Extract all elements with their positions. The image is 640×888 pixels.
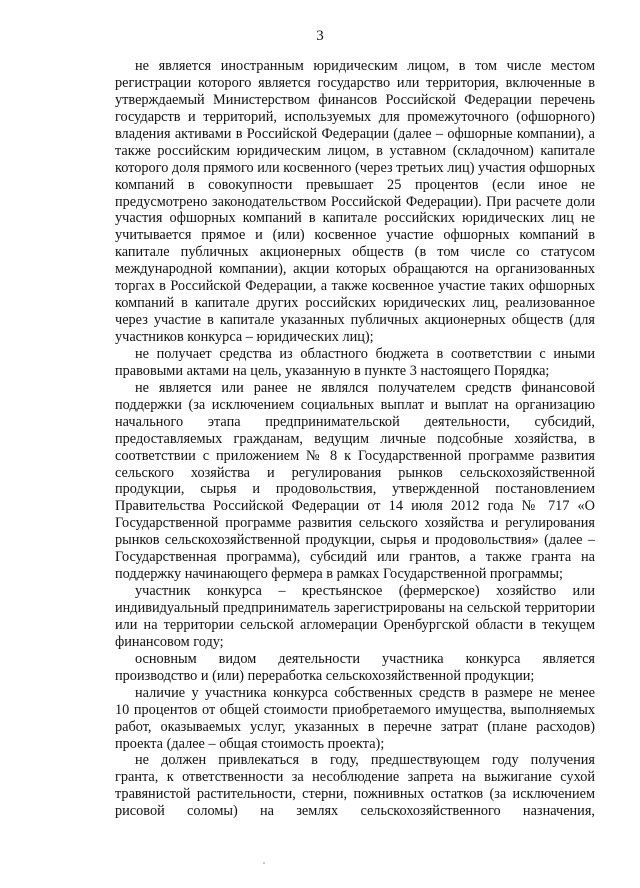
text-line: 10 процентов от общей стоимости приобретаемого имущества, выполняемых bbox=[115, 701, 595, 718]
text-line: начального этапа предпринимательской деятельности, субсидий, bbox=[115, 413, 595, 430]
text-line: также российским юридическим лицом, в уставном (складочном) капитале bbox=[115, 142, 595, 159]
paragraph-first-line: участник конкурса – крестьянское (фермерское) хозяйство или bbox=[135, 583, 595, 600]
text-line: производство и (или) переработка сельскохозяйственной продукции; bbox=[115, 667, 535, 684]
text-line: Государственная программа), субсидий или грантов, а также гранта на bbox=[115, 549, 595, 566]
text-line: учитывается прямое и (или) косвенное участие офшорных компаний в bbox=[115, 227, 595, 244]
paragraph-first-line: наличие у участника конкурса собственных средств в размере не менее bbox=[135, 684, 595, 701]
text-line: международной компании), акции которых обращаются на организованных bbox=[115, 261, 595, 278]
text-line: государств и территорий, используемых для промежуточного (офшорного) bbox=[115, 108, 595, 125]
text-line: через участие в капитале указанных публичных акционерных обществ (для bbox=[115, 312, 595, 329]
text-line: поддержки (за исключением социальных выплат и выплат на организацию bbox=[115, 396, 595, 413]
scan-speck bbox=[263, 862, 265, 864]
text-line: торгах в Российской Федерации, а также косвенное участие таких офшорных bbox=[115, 278, 595, 295]
text-line: Государственной программе развития сельского хозяйства и регулирования bbox=[115, 515, 595, 532]
document-body bbox=[115, 58, 595, 820]
text-line: компаний в капитале других российских юридических лиц, реализованное bbox=[115, 295, 595, 312]
text-line: предоставляемых гражданам, ведущим личные подсобные хозяйства, в bbox=[115, 430, 595, 447]
text-line: регистрации которого является государство или территория, включенные в bbox=[115, 74, 595, 91]
text-line: предусмотрено законодательством Российской Федерации). При расчете доли bbox=[115, 193, 595, 210]
text-line: компаний в совокупности превышает 25 процентов (если иное не bbox=[115, 176, 595, 193]
paragraph-first-line: не является или ранее не являлся получателем средств финансовой bbox=[135, 379, 595, 396]
text-line: правовыми актами на цель, указанную в пункте 3 настоящего Порядка; bbox=[115, 362, 550, 379]
paragraph-first-line: основным видом деятельности участника конкурса является bbox=[135, 650, 595, 667]
paragraph-first-line: не должен привлекаться в году, предшествующем году получения bbox=[135, 752, 595, 769]
text-line: рынков сельскохозяйственной продукции, сырья и продовольствия» (далее – bbox=[115, 532, 595, 549]
text-line: поддержку начинающего фермера в рамках Государственной программы; bbox=[115, 566, 563, 583]
text-line: индивидуальный предприниматель зарегистрированы на сельской территории bbox=[115, 600, 595, 616]
text-line: рисовой соломы) на землях сельскохозяйственного назначения, bbox=[115, 803, 595, 820]
paragraph-first-line: не получает средства из областного бюджета в соответствии с иными bbox=[135, 345, 595, 362]
text-line: участников конкурса – юридических лиц); bbox=[115, 329, 374, 345]
text-line: владения активами в Российской Федерации (далее – офшорные компании), а bbox=[115, 125, 595, 142]
page-number: 3 bbox=[316, 28, 324, 44]
text-line: участия офшорных компаний в капитале российских юридических лиц не bbox=[115, 210, 595, 227]
text-line: соответствии с приложением № 8 к Государственной программе развития bbox=[115, 447, 595, 464]
text-line: которого доля прямого или косвенного (через третьих лиц) участия офшорных bbox=[115, 159, 596, 176]
text-line: капитале публичных акционерных обществ (в том числе со статусом bbox=[115, 244, 595, 261]
paragraph-first-line: не является иностранным юридическим лицом, в том числе местом bbox=[135, 58, 595, 74]
text-line: финансовом году; bbox=[115, 633, 224, 650]
text-line: утверждаемый Министерством финансов Российской Федерации перечень bbox=[115, 91, 595, 108]
text-line: проекта (далее – общая стоимость проекта); bbox=[115, 735, 385, 752]
text-line: Правительства Российской Федерации от 14 июля 2012 года № 717 «О bbox=[115, 498, 595, 515]
text-line: гранта, к ответственности за несоблюдение запрета на выжигание сухой bbox=[115, 769, 595, 786]
text-line: или на территории сельской агломерации Оренбургской области в текущем bbox=[115, 616, 595, 633]
text-line: работ, оказываемых услуг, указанных в перечне затрат (плане расходов) bbox=[115, 718, 595, 735]
text-line: травянистой растительности, стерни, пожнивных остатков (за исключением bbox=[115, 786, 595, 803]
text-line: сельского хозяйства и регулирования рынков сельскохозяйственной bbox=[115, 464, 595, 481]
text-line: продукции, сырья и продовольствия, утвержденной постановлением bbox=[115, 481, 595, 498]
